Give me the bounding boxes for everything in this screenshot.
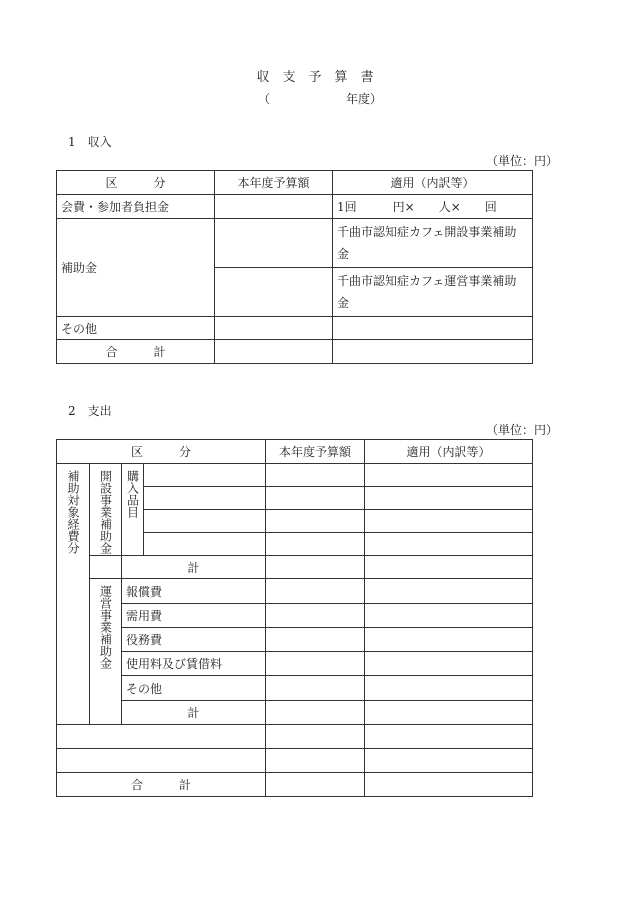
income-subsidy-note-1: 千曲市認知症カフェ開設事業補助金 <box>333 219 533 268</box>
operating-cell <box>90 579 122 725</box>
fiscal-year-line <box>258 90 382 107</box>
operating-budget-2[interactable] <box>266 604 365 628</box>
operating-total-label: 計 <box>122 701 266 725</box>
opening-total-label: 計 <box>122 556 266 579</box>
operating-note-5[interactable] <box>365 676 533 701</box>
expense-header-budget: 本年度予算額 <box>266 440 365 464</box>
operating-item-3: 役務費 <box>122 628 266 652</box>
blank-row-1-note[interactable] <box>365 725 533 749</box>
expense-group-label: 補助対象経費分 <box>66 470 80 554</box>
income-table <box>56 170 533 364</box>
opening-total-note[interactable] <box>365 556 533 579</box>
income-header-category: 区 分 <box>57 171 215 195</box>
blank-row-2-label[interactable] <box>57 749 266 773</box>
blank-row-2-note[interactable] <box>365 749 533 773</box>
purchase-item-2[interactable] <box>144 487 266 510</box>
opening-total-budget[interactable] <box>266 556 365 579</box>
income-subsidy-budget-1[interactable] <box>215 219 333 268</box>
income-total-label: 合 計 <box>57 340 215 364</box>
income-other-label: その他 <box>57 317 215 340</box>
income-subsidy-note-2: 千曲市認知症カフェ運営事業補助金 <box>333 268 533 317</box>
income-other-budget[interactable] <box>215 317 333 340</box>
blank-row-2-budget[interactable] <box>266 749 365 773</box>
income-total-note[interactable] <box>333 340 533 364</box>
purchase-budget-1[interactable] <box>266 464 365 487</box>
purchase-budget-3[interactable] <box>266 510 365 533</box>
income-fee-budget[interactable] <box>215 195 333 219</box>
purchase-item-4[interactable] <box>144 533 266 556</box>
operating-item-2: 需用費 <box>122 604 266 628</box>
operating-total-budget[interactable] <box>266 701 365 725</box>
purchase-note-4[interactable] <box>365 533 533 556</box>
income-subsidy-budget-2[interactable] <box>215 268 333 317</box>
income-header-note: 適用（内訳等） <box>333 171 533 195</box>
operating-item-5: その他 <box>122 676 266 701</box>
operating-budget-4[interactable] <box>266 652 365 676</box>
purchase-note-1[interactable] <box>365 464 533 487</box>
purchase-note-2[interactable] <box>365 487 533 510</box>
purchase-cell <box>122 464 144 556</box>
operating-item-4: 使用料及び賃借料 <box>122 652 266 676</box>
income-total-budget[interactable] <box>215 340 333 364</box>
operating-budget-5[interactable] <box>266 676 365 701</box>
income-fee-note: 1回 円× 人× 回 <box>333 195 533 219</box>
year-close: 年度） <box>346 92 383 106</box>
expense-group-cell <box>57 464 90 725</box>
operating-item-1: 報償費 <box>122 579 266 604</box>
operating-total-note[interactable] <box>365 701 533 725</box>
income-subsidy-label: 補助金 <box>57 219 215 317</box>
operating-budget-3[interactable] <box>266 628 365 652</box>
operating-note-1[interactable] <box>365 579 533 604</box>
expense-grand-total-label: 合 計 <box>57 773 266 797</box>
opening-cell <box>90 464 122 556</box>
operating-note-3[interactable] <box>365 628 533 652</box>
expense-grand-total-note[interactable] <box>365 773 533 797</box>
operating-note-2[interactable] <box>365 604 533 628</box>
expense-table <box>56 439 533 797</box>
blank-row-1-budget[interactable] <box>266 725 365 749</box>
operating-budget-1[interactable] <box>266 579 365 604</box>
expense-heading: 2 支出 <box>68 404 112 418</box>
expense-grand-total-budget[interactable] <box>266 773 365 797</box>
blank-row-1-label[interactable] <box>57 725 266 749</box>
income-other-note[interactable] <box>333 317 533 340</box>
purchase-budget-4[interactable] <box>266 533 365 556</box>
purchase-budget-2[interactable] <box>266 487 365 510</box>
operating-note-4[interactable] <box>365 652 533 676</box>
purchase-label: 購入品目 <box>125 470 140 518</box>
expense-header-category: 区 分 <box>57 440 266 464</box>
opening-total-spacer <box>90 556 122 579</box>
expense-header-note: 適用（内訳等） <box>365 440 533 464</box>
year-open: （ <box>258 92 271 106</box>
operating-label: 運営事業補助金 <box>98 585 113 669</box>
expense-unit: （単位：円） <box>485 423 558 437</box>
document-title: 収 支 予 算 書 <box>256 70 374 85</box>
income-header-budget: 本年度予算額 <box>215 171 333 195</box>
income-heading: 1 収入 <box>68 135 112 149</box>
purchase-note-3[interactable] <box>365 510 533 533</box>
income-unit: （単位：円） <box>485 154 558 168</box>
purchase-item-1[interactable] <box>144 464 266 487</box>
opening-label: 開設事業補助金 <box>98 470 113 554</box>
purchase-item-3[interactable] <box>144 510 266 533</box>
income-fee-label: 会費・参加者負担金 <box>57 195 215 219</box>
